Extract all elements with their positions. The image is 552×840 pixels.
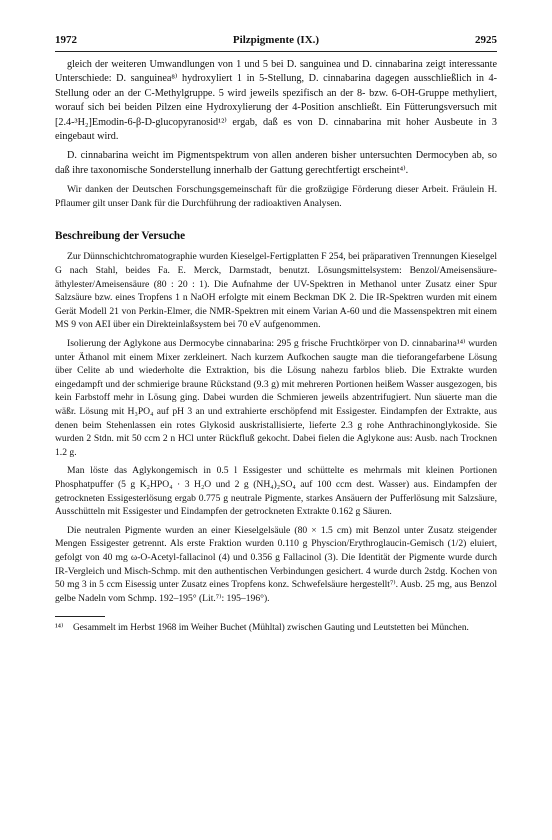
header-title: Pilzpigmente (IX.) [232, 34, 320, 46]
header-page-number: 2925 [475, 34, 497, 46]
paragraph-methods: Zur Dünnschichtchromatographie wurden Kieselgel-Fertigplatten F 254, bei präparativen Trennungen Kieselgel G nach Stahl, beides Fa. E. Merck, Darmstadt, benutzt. Lösungsmittelsystem: Benzol/Ameisensäure-äthylester/Ameisensäure (80 : 20 : 1). Die Aufnahme der UV-Spektren in Methanol unter Zusatz einer Spur Salzsäure bzw. eines Tropfens 1 n NaOH erfolgte mit einem Beckman DK 2. Die IR-Spektren wurden mit einem Gerät Modell 21 von Perkin-Elmer, die NMR-Spektren mit einem Varian A-60 und die Massenspektren mit einem MS 9 von AEI über ein Direkteinlaßsystem bei 70 eV aufgenommen. [55, 251, 498, 331]
footnote [55, 622, 497, 635]
footnote-rule [55, 616, 105, 617]
header-year: 1972 [55, 34, 77, 46]
section-heading: Beschreibung der Versuche [55, 230, 186, 243]
paragraph-taxonomy: D. cinnabarina weicht im Pigmentspektrum von allen anderen bisher untersuchten Dermocyben ab, so daß ihre taxonomische Sonderstellung innerhalb der Gattung gerechtfertigt erscheint⁴⁾. [55, 150, 497, 176]
paragraph-neutral-pigments: Die neutralen Pigmente wurden an einer Kieselgelsäule (80 × 1.5 cm) mit Benzol unter Zusatz steigender Mengen Essigester getrennt. Als erste Fraktion wurden 0.110 g Physcion/Erythroglaucin-Gemisch (1/2) eluiert, gefolgt von 40 mg ω-O-Acetyl-fallacinol (4) und 0.356 g Fallacinol (3). Die Identität der Pigmente wurde durch IR-Vergleich und Misch-Schmp. mit den authentischen Verbindungen gesichert. 4 wurde durch 2stdg. Kochen von 50 mg 3 in 5 ccm Eisessig unter Zusatz eines Tropfens konz. Schwefelsäure hergestellt⁷⁾. Ausb. 25 mg, aus Benzol gelbe Nadeln vom Schmp. 192–195° (Lit.⁷⁾: 195–196°). [55, 524, 497, 604]
footnote-number: ¹⁴⁾ [55, 623, 64, 634]
running-header [55, 34, 497, 46]
paragraph-separation: Man löste das Aglykongemisch in 0.5 l Essigester und schüttelte es mehrmals mit kleinen Portionen Phosphatpuffer (5 g K₂HPO₄ · 3 H₂O und 2 g (NH₄)₂SO₄ auf 100 ccm dest. Wasser) aus. Eindampfen der getrockneten Essigesterlösung ergab 0.775 g neutrale Pigmente, starkes Ansäuern der Pufferlösung mit Salzsäure, Ausschütteln mit Essigester und Eindampfen der getrockneten Extrakte 0.162 g Säuren. [55, 465, 497, 518]
paragraph-acknowledgements: Wir danken der Deutschen Forschungsgemeinschaft für die großzügige Förderung dieser Arbeit. Fräulein H. Pflaumer gilt unser Dank für die Durchführung der radioaktiven Analysen. [55, 184, 497, 209]
paragraph-isolation: Isolierung der Aglykone aus Dermocybe cinnabarina: 295 g frische Fruchtkörper von D. cinnabarina¹⁴⁾ wurden unter Äthanol mit einem Mixer zerkleinert. Nach kurzem Aufkochen saugte man die tieforangefarbene Lösung über Celite ab und wiederholte die Extraktion, bis die Lösung nahezu farblos blieb. Die Extrakte wurden eingedampft und der schmierige braune Rückstand (9.3 g) mit mehreren Portionen heißem Wasser ausgezogen, bis kein Farbstoff mehr in Lösung ging. Dabei wurden die Schmieren jeweils abzentrifugiert. Nun säuerte man die wäßr. Lösung mit H₃PO₄ auf pH 3 an und extrahierte erschöpfend mit Essigester. Eindampfen der Extrakte, aus denen beim Stehenlassen ein rotes Glykosid auskristallisierte, lieferte 2.3 g rohe Anthrachinonglykoside. Sie wurden 2 Stdn. mit 50 ccm 2 n HCl unter Rückfluß gekocht. Dabei fielen die Aglykone aus: Ausb. nach Trocknen 1.2 g. [55, 338, 497, 458]
header-rule [55, 51, 497, 52]
footnote-text: Gesammelt im Herbst 1968 im Weiher Buchet (Mühltal) zwischen Gauting und Leutstetten bei München. [73, 623, 469, 634]
page-body [55, 58, 497, 635]
paragraph-transformations: gleich der weiteren Umwandlungen von 1 und 5 bei D. sanguinea und D. cinnabarina zeigt interessante Unterschiede: D. sanguinea⁸⁾ hydroxyliert 1 in 5-Stellung, D. cinnabarina dagegen ausschließlich in 4-Stellung oder an der C-Methylgruppe. 5 wird jeweils spezifisch an der 8- bzw. 6-OH-Gruppe methyliert, worauf sich bei beiden Pilzen eine Hydroxylierung der 4-Position anschließt. Ein Fütterungsversuch mit [2.4-³H₂]Emodin-6-β-D-glucopyranosid¹²⁾ ergab, daß es von D. cinnabarina mit hoher Ausbeute in 3 eingebaut wird. [55, 59, 497, 143]
